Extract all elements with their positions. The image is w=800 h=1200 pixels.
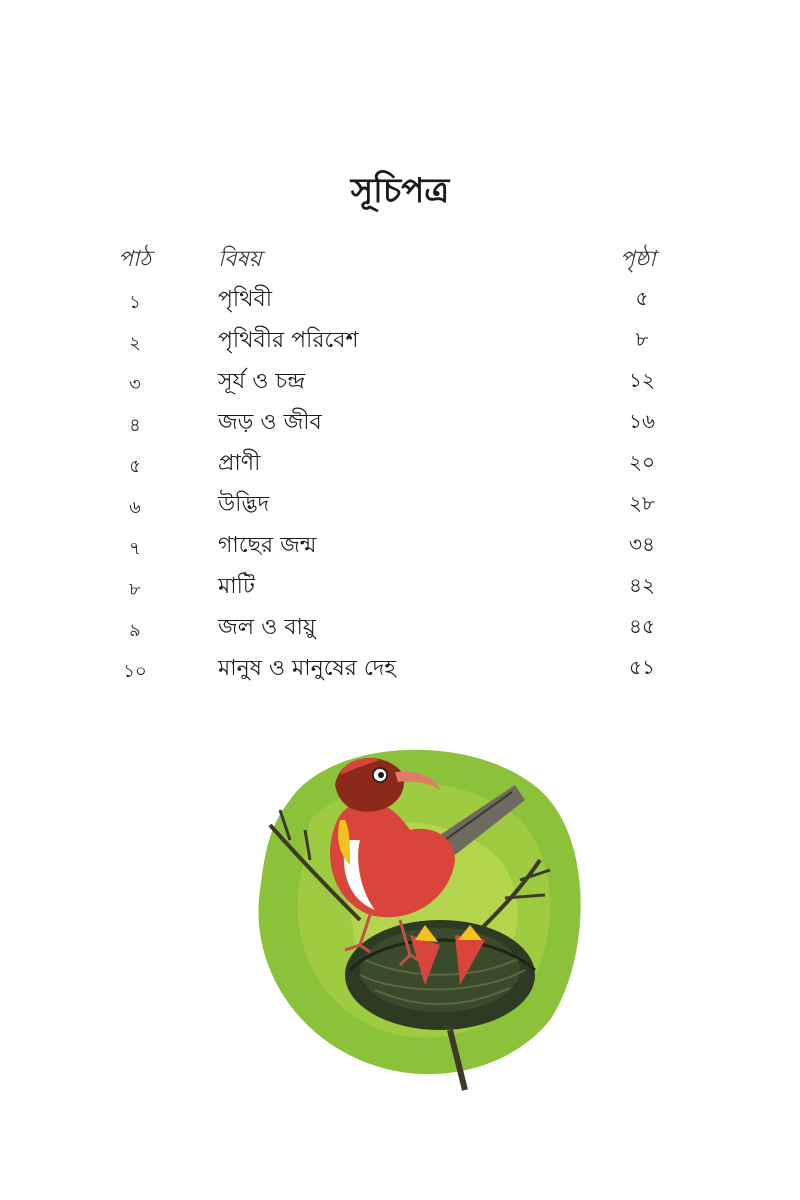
- chapter-topic: উদ্ভিদ: [218, 492, 270, 517]
- toc-row: [0, 405, 800, 446]
- toc-row: [0, 487, 800, 528]
- chapter-page: ৫: [635, 286, 649, 310]
- chapter-page: ৫১: [629, 655, 655, 679]
- chapter-number: ৭: [129, 538, 141, 559]
- toc-row: [0, 446, 800, 487]
- header-chapter: পাঠ: [118, 247, 152, 272]
- chapter-page: ১২: [629, 368, 655, 392]
- chapter-page: ১৬: [629, 409, 655, 433]
- chapter-page: ২৮: [629, 491, 655, 515]
- chapter-page: ৪৫: [629, 614, 655, 638]
- chapter-page: ২০: [628, 450, 655, 474]
- toc-row: [0, 323, 800, 364]
- chapter-number: ৩: [129, 374, 141, 395]
- chapter-number: ৮: [129, 579, 141, 600]
- toc-row: [0, 569, 800, 610]
- toc-row: [0, 282, 800, 323]
- toc-row: [0, 610, 800, 651]
- chapter-topic: জল ও বায়ু: [218, 615, 316, 640]
- page-title: সূচিপত্র: [350, 171, 450, 211]
- header-topic: বিষয়: [218, 247, 262, 272]
- chapter-page: ৮: [635, 327, 649, 351]
- chapter-topic: মানুষ ও মানুষের দেহ: [218, 656, 396, 681]
- chapter-topic: মাটি: [218, 574, 255, 599]
- chapter-topic: সূর্য ও চন্দ্র: [218, 369, 306, 394]
- chapter-topic: জড় ও জীব: [218, 410, 322, 435]
- chapter-number: ৪: [129, 415, 141, 436]
- chapter-topic: গাছের জন্ম: [218, 533, 317, 558]
- chapter-number: ১: [129, 292, 141, 313]
- chapter-number: ৬: [129, 497, 141, 518]
- header-page: পৃষ্ঠা: [620, 247, 656, 272]
- chapter-topic: পৃথিবী: [218, 287, 273, 312]
- toc-row: [0, 528, 800, 569]
- chapter-page: ৩৪: [629, 532, 655, 556]
- bird-nest-illustration: [250, 730, 590, 1110]
- chapter-number: ১০: [123, 661, 147, 682]
- toc-row: [0, 651, 800, 692]
- chapter-topic: প্রাণী: [218, 451, 261, 476]
- toc-row: [0, 364, 800, 405]
- chapter-number: ৯: [129, 620, 141, 641]
- chapter-number: ২: [129, 333, 141, 354]
- toc-header: [0, 242, 800, 276]
- toc-list: [0, 282, 800, 692]
- chapter-page: ৪২: [629, 573, 655, 597]
- chapter-topic: পৃথিবীর পরিবেশ: [218, 328, 359, 353]
- chapter-number: ৫: [129, 456, 141, 477]
